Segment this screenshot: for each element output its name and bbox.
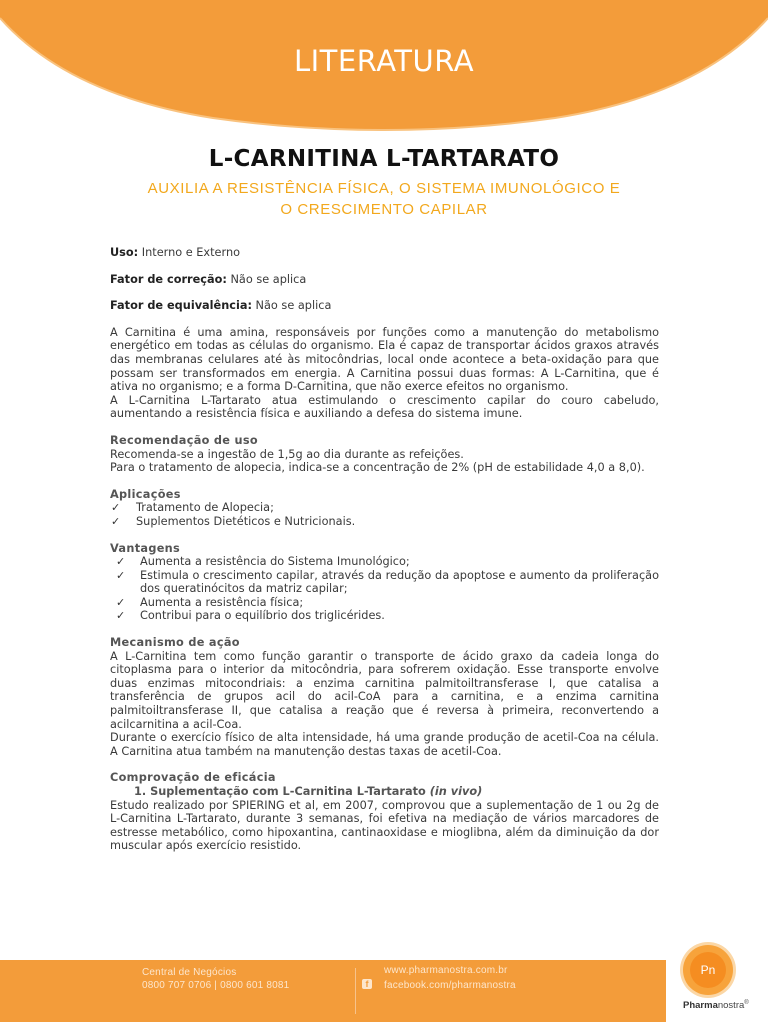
- logo-brand-bold: Pharma: [683, 1000, 718, 1012]
- footer-website-link[interactable]: www.pharmanostra.com.br: [384, 965, 508, 976]
- logo-registered: ®: [744, 1000, 749, 1006]
- section-heading-mecanismo: Mecanismo de ação: [110, 636, 240, 650]
- pharmanostra-logo-icon: [683, 945, 733, 995]
- section-heading-comprovacao: Comprovação de eficácia: [110, 771, 276, 785]
- spec-value: Não se aplica: [251, 299, 332, 313]
- footer-facebook-link[interactable]: facebook.com/pharmanostra: [384, 980, 516, 991]
- list-item: ✓ Aumenta a resistência do Sistema Imunológico;: [110, 555, 659, 569]
- intro-paragraph: A L-Carnitina L-Tartarato atua estimulando o crescimento capilar do couro cabeludo, aumentando a resistência física e auxiliando a defesa do sistema imune.: [110, 393, 659, 421]
- footer-central-label: Central de Negócios: [142, 967, 237, 978]
- study-heading-em: (in vivo): [429, 785, 483, 798]
- footer: [0, 932, 768, 1024]
- logo-brand-rest: nostra: [717, 1000, 745, 1012]
- logo-brand-text: [683, 1000, 749, 1011]
- recomendacao-line: Para o tratamento de alopecia, indica-se a concentração de 2% (pH de estabilidade 4,0 a 8,0).: [110, 461, 645, 475]
- spec-fator-correcao: [110, 273, 659, 287]
- spec-label: Fator de equivalência:: [110, 299, 252, 313]
- spec-label: Uso:: [110, 246, 139, 259]
- study-heading-text: 1. Suplementação com L-Carnitina L-Tartarato: [134, 785, 430, 798]
- list-item: ✓ Contribui para o equilíbrio dos triglicérides.: [110, 609, 659, 623]
- document-body: [110, 246, 659, 853]
- list-item: ✓ Aumenta a resistência física;: [110, 596, 659, 610]
- mecanismo-paragraph: Durante o exercício físico de alta intensidade, há uma grande produção de acetil-Coa na célula. A Carnitina atua também na manutenção destas taxas de acetil-Coa.: [110, 731, 659, 758]
- section-heading-recomendacao: Recomendação de uso: [110, 433, 258, 447]
- aplicacoes-list: [110, 501, 659, 528]
- study-heading: [110, 785, 659, 799]
- document-title: L-CARNITINA L-TARTARATO: [208, 146, 560, 172]
- vantagens-list: [110, 555, 659, 623]
- spec-uso: [110, 246, 659, 260]
- spec-fator-equivalencia: [110, 299, 659, 313]
- document-subtitle: [0, 178, 768, 220]
- list-item: ✓ Tratamento de Alopecia;: [110, 501, 659, 515]
- subtitle-line: O CRESCIMENTO CAPILAR: [280, 201, 488, 218]
- list-item: ✓ Estimula o crescimento capilar, através da redução da apoptose e aumento da proliferação dos queratinócitos da matriz capilar;: [110, 569, 659, 596]
- logo-mark: Pn: [690, 952, 726, 988]
- section-heading-vantagens: Vantagens: [110, 541, 181, 555]
- facebook-icon: f: [362, 979, 372, 989]
- study-text: Estudo realizado por SPIERING et al, em 2007, comprovou que a suplementação de 1 ou 2g de L-Carnitina L-Tartarato, durante 3 semanas, foi efetiva na mediação de vários marcadores de estresse metabólico, como hipoxantina, cantinaoxidase e mioglibna, além da diminuição da dor muscular após exercício resistido.: [110, 798, 659, 853]
- subtitle-line: AUXILIA A RESISTÊNCIA FÍSICA, O SISTEMA IMUNOLÓGICO E: [147, 180, 621, 197]
- header-title: LITERATURA: [293, 44, 475, 78]
- recomendacao-line: Recomenda-se a ingestão de 1,5g ao dia durante as refeições.: [110, 447, 464, 461]
- list-item: ✓ Suplementos Dietéticos e Nutricionais.: [110, 515, 659, 529]
- footer-phones: 0800 707 0706 | 0800 601 8081: [142, 980, 290, 991]
- intro-paragraph: A Carnitina é uma amina, responsáveis por funções como a manutenção do metabolismo energético em todas as células do organismo. Ela é capaz de transportar ácidos graxos através das membranas celulares até às mitocôndrias, local onde acontece a beta-oxidação para que possam ser transformados em energia. A Carnitina possui duas formas: A L-Carnitina, que é ativa no organismo; e a forma D-Carnitina, que não exerce efeitos no organismo.: [110, 325, 659, 394]
- mecanismo-paragraph: A L-Carnitina tem como função garantir o transporte de ácido graxo da cadeia longa do citoplasma para o interior da mitocôndria, para sofrerem oxidação. Esse transporte envolve duas enzimas mitocondriais: a enzima carnitina palmitoiltransferase I, que catalisa a transferência de grupos acil do acil-CoA para a carnitina, e a enzima carnitina palmitoiltransferase II, que catalisa a reação que é reversa à primeira, reconvertendo a acilcarnitina a acil-Coa.: [110, 649, 659, 731]
- spec-value: Não se aplica: [226, 272, 307, 286]
- header-banner: [0, 0, 768, 140]
- footer-bar: [0, 960, 666, 1022]
- footer-divider: [355, 968, 356, 1014]
- section-heading-aplicacoes: Aplicações: [110, 487, 181, 501]
- spec-label: Fator de correção:: [110, 272, 227, 286]
- spec-value: Interno e Externo: [138, 246, 241, 259]
